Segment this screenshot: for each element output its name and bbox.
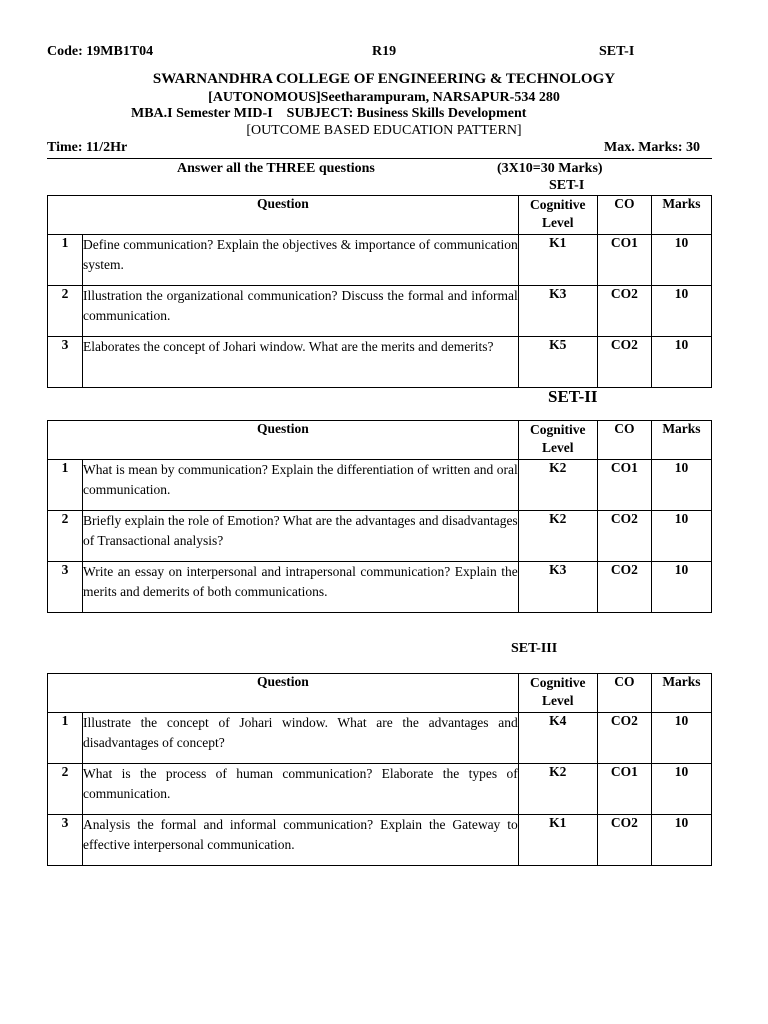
question-number: 1 [48,460,83,511]
exam-line [131,106,526,122]
course-outcome: CO1 [597,235,651,286]
table-header-row [48,196,712,235]
question-header: Question [48,421,519,460]
course-outcome: CO1 [597,460,651,511]
education-pattern: [OUTCOME BASED EDUCATION PATTERN] [246,123,522,138]
question-text: Illustration the organizational communication? Discuss the formal and informal communication. [83,286,519,337]
cognitive-level-header: Cognitive Level [518,421,597,460]
marks: 10 [651,235,711,286]
question-header: Question [48,196,519,235]
college-name: SWARNANDHRA COLLEGE OF ENGINEERING & TECHNOLOGY [152,71,616,87]
course-outcome: CO2 [597,286,651,337]
marks-header: Marks [651,196,711,235]
cognitive-level: K3 [518,562,597,613]
question-number: 2 [48,511,83,562]
cognitive-level-header: Cognitive Level [518,196,597,235]
set-3-table [47,673,712,866]
college-address: [AUTONOMOUS]Seetharampuram, NARSAPUR-534 280 [208,90,560,105]
exam-time: Time: 11/2Hr [47,140,128,155]
cognitive-level: K2 [518,511,597,562]
co-header: CO [597,674,651,713]
marks: 10 [651,713,711,764]
header-divider [47,158,712,159]
marks: 10 [651,460,711,511]
set-code: SET-I [599,44,635,59]
question-text: What is the process of human communication? Elaborate the types of communication. [83,764,519,815]
table-row [48,713,712,764]
question-text: Define communication? Explain the objectives & importance of communication system. [83,235,519,286]
paper-code: Code: 19MB1T04 [47,44,154,59]
table-row [48,764,712,815]
table-row [48,511,712,562]
question-number: 3 [48,815,83,866]
cognitive-level: K1 [518,235,597,286]
cognitive-level: K2 [518,764,597,815]
cognitive-level-header: Cognitive Level [518,674,597,713]
table-row [48,460,712,511]
question-text: Elaborates the concept of Johari window. What are the merits and demerits? [83,337,519,388]
semester: MBA.I Semester MID-I [131,106,273,121]
marks-scheme: (3X10=30 Marks) [497,161,603,176]
instruction: Answer all the THREE questions [177,161,375,176]
course-outcome: CO2 [597,713,651,764]
table-row [48,562,712,613]
co-header: CO [597,196,651,235]
table-row [48,815,712,866]
table-row [48,235,712,286]
cognitive-level: K5 [518,337,597,388]
marks: 10 [651,337,711,388]
set-3-title: SET-III [511,641,558,656]
set-2-table [47,420,712,613]
set-1-table [47,195,712,388]
max-marks: Max. Marks: 30 [604,140,701,155]
subject: SUBJECT: Business Skills Development [286,106,527,121]
set-2-title: SET-II [548,387,598,406]
set-1-title: SET-I [549,178,585,193]
co-header: CO [597,421,651,460]
marks: 10 [651,511,711,562]
regulation: R19 [372,44,397,59]
marks: 10 [651,562,711,613]
question-number: 3 [48,337,83,388]
question-number: 3 [48,562,83,613]
course-outcome: CO2 [597,337,651,388]
course-outcome: CO2 [597,511,651,562]
table-row [48,286,712,337]
question-text: Analysis the formal and informal communication? Explain the Gateway to effective interpersonal communication. [83,815,519,866]
course-outcome: CO1 [597,764,651,815]
marks: 10 [651,815,711,866]
question-number: 2 [48,286,83,337]
marks: 10 [651,764,711,815]
question-text: What is mean by communication? Explain the differentiation of written and oral communication. [83,460,519,511]
cognitive-level: K1 [518,815,597,866]
table-header-row [48,674,712,713]
question-number: 1 [48,235,83,286]
cognitive-level: K4 [518,713,597,764]
cognitive-level: K2 [518,460,597,511]
course-outcome: CO2 [597,562,651,613]
course-outcome: CO2 [597,815,651,866]
question-number: 1 [48,713,83,764]
cognitive-level: K3 [518,286,597,337]
question-text: Illustrate the concept of Johari window. What are the advantages and disadvantages of concept? [83,713,519,764]
table-header-row [48,421,712,460]
question-number: 2 [48,764,83,815]
marks-header: Marks [651,421,711,460]
table-row [48,337,712,388]
marks-header: Marks [651,674,711,713]
question-text: Briefly explain the role of Emotion? What are the advantages and disadvantages of Transactional analysis? [83,511,519,562]
question-text: Write an essay on interpersonal and intrapersonal communication? Explain the merits and demerits of both communications. [83,562,519,613]
marks: 10 [651,286,711,337]
question-header: Question [48,674,519,713]
